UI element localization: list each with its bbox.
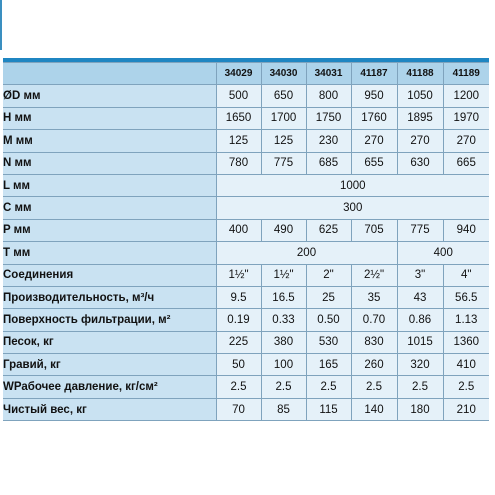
cell-value: 1970 bbox=[443, 107, 489, 129]
spec-table bbox=[3, 62, 489, 421]
cell-value: 800 bbox=[306, 85, 351, 107]
cell-value: 270 bbox=[397, 130, 443, 152]
model-header: 34030 bbox=[261, 63, 306, 85]
cell-value: 2.5 bbox=[443, 376, 489, 398]
cell-value: 56.5 bbox=[443, 286, 489, 308]
row-label: M мм bbox=[3, 130, 216, 152]
cell-value: 2.5 bbox=[306, 376, 351, 398]
cell-value: 165 bbox=[306, 354, 351, 376]
cell-value: 705 bbox=[351, 219, 397, 241]
cell-value: 775 bbox=[397, 219, 443, 241]
row-throughput bbox=[3, 286, 489, 308]
cell-value: 490 bbox=[261, 219, 306, 241]
row-label: H мм bbox=[3, 107, 216, 129]
cell-value: 400 bbox=[216, 219, 261, 241]
row-label: L мм bbox=[3, 174, 216, 196]
cell-value: 50 bbox=[216, 354, 261, 376]
cell-value-merged: 300 bbox=[216, 197, 489, 219]
row-label: Чистый вес, кг bbox=[3, 398, 216, 420]
cell-value: 2.5 bbox=[397, 376, 443, 398]
cell-value: 100 bbox=[261, 354, 306, 376]
cell-value: 2.5 bbox=[216, 376, 261, 398]
cell-value: 2½" bbox=[351, 264, 397, 286]
model-header: 34031 bbox=[306, 63, 351, 85]
cell-value: 230 bbox=[306, 130, 351, 152]
header-row bbox=[3, 63, 489, 85]
row-label: Гравий, кг bbox=[3, 354, 216, 376]
cell-value: 115 bbox=[306, 398, 351, 420]
left-accent-rule bbox=[0, 0, 2, 50]
cell-value: 320 bbox=[397, 354, 443, 376]
cell-value: 225 bbox=[216, 331, 261, 353]
cell-value: 1700 bbox=[261, 107, 306, 129]
cell-value: 270 bbox=[351, 130, 397, 152]
cell-value: 1200 bbox=[443, 85, 489, 107]
cell-value: 9.5 bbox=[216, 286, 261, 308]
cell-value: 1760 bbox=[351, 107, 397, 129]
row-label: T мм bbox=[3, 242, 216, 264]
row-net-weight bbox=[3, 398, 489, 420]
cell-value: 1895 bbox=[397, 107, 443, 129]
row-label: N мм bbox=[3, 152, 216, 174]
row-p bbox=[3, 219, 489, 241]
cell-value: 650 bbox=[261, 85, 306, 107]
cell-value: 125 bbox=[261, 130, 306, 152]
cell-value: 1015 bbox=[397, 331, 443, 353]
cell-value: 780 bbox=[216, 152, 261, 174]
cell-value: 85 bbox=[261, 398, 306, 420]
model-header: 41187 bbox=[351, 63, 397, 85]
row-height bbox=[3, 107, 489, 129]
cell-value: 70 bbox=[216, 398, 261, 420]
cell-value: 1.13 bbox=[443, 309, 489, 331]
row-label: P мм bbox=[3, 219, 216, 241]
row-label: ØD мм bbox=[3, 85, 216, 107]
cell-value: 0.19 bbox=[216, 309, 261, 331]
row-label: Песок, кг bbox=[3, 331, 216, 353]
row-label: Производительность, м³/ч bbox=[3, 286, 216, 308]
cell-value: 43 bbox=[397, 286, 443, 308]
cell-value: 530 bbox=[306, 331, 351, 353]
cell-value: 950 bbox=[351, 85, 397, 107]
model-header: 41189 bbox=[443, 63, 489, 85]
row-filter-area bbox=[3, 309, 489, 331]
cell-value-merged: 200 bbox=[216, 242, 397, 264]
cell-value: 140 bbox=[351, 398, 397, 420]
cell-value: 940 bbox=[443, 219, 489, 241]
row-gravel bbox=[3, 354, 489, 376]
cell-value: 775 bbox=[261, 152, 306, 174]
cell-value: 1½" bbox=[261, 264, 306, 286]
cell-value-merged: 1000 bbox=[216, 174, 489, 196]
cell-value: 35 bbox=[351, 286, 397, 308]
row-pressure bbox=[3, 376, 489, 398]
cell-value: 630 bbox=[397, 152, 443, 174]
row-diameter bbox=[3, 85, 489, 107]
row-label: Поверхность фильтрации, м² bbox=[3, 309, 216, 331]
header-corner bbox=[3, 63, 216, 85]
cell-value: 180 bbox=[397, 398, 443, 420]
cell-value: 4" bbox=[443, 264, 489, 286]
cell-value: 1750 bbox=[306, 107, 351, 129]
cell-value: 625 bbox=[306, 219, 351, 241]
cell-value: 3" bbox=[397, 264, 443, 286]
row-connections bbox=[3, 264, 489, 286]
cell-value: 0.33 bbox=[261, 309, 306, 331]
cell-value: 655 bbox=[351, 152, 397, 174]
cell-value: 685 bbox=[306, 152, 351, 174]
cell-value: 2.5 bbox=[351, 376, 397, 398]
cell-value: 1650 bbox=[216, 107, 261, 129]
cell-value-merged: 400 bbox=[397, 242, 489, 264]
cell-value: 1050 bbox=[397, 85, 443, 107]
cell-value: 1360 bbox=[443, 331, 489, 353]
cell-value: 0.50 bbox=[306, 309, 351, 331]
cell-value: 500 bbox=[216, 85, 261, 107]
row-n bbox=[3, 152, 489, 174]
cell-value: 25 bbox=[306, 286, 351, 308]
row-l bbox=[3, 174, 489, 196]
cell-value: 260 bbox=[351, 354, 397, 376]
cell-value: 125 bbox=[216, 130, 261, 152]
row-label: C мм bbox=[3, 197, 216, 219]
cell-value: 2" bbox=[306, 264, 351, 286]
row-sand bbox=[3, 331, 489, 353]
cell-value: 410 bbox=[443, 354, 489, 376]
cell-value: 380 bbox=[261, 331, 306, 353]
cell-value: 16.5 bbox=[261, 286, 306, 308]
cell-value: 665 bbox=[443, 152, 489, 174]
model-header: 41188 bbox=[397, 63, 443, 85]
cell-value: 2.5 bbox=[261, 376, 306, 398]
row-t bbox=[3, 242, 489, 264]
cell-value: 1½" bbox=[216, 264, 261, 286]
row-label: WРабочее давление, кг/см² bbox=[3, 376, 216, 398]
cell-value: 0.86 bbox=[397, 309, 443, 331]
row-label: Соединения bbox=[3, 264, 216, 286]
cell-value: 0.70 bbox=[351, 309, 397, 331]
model-header: 34029 bbox=[216, 63, 261, 85]
cell-value: 210 bbox=[443, 398, 489, 420]
row-c bbox=[3, 197, 489, 219]
cell-value: 830 bbox=[351, 331, 397, 353]
cell-value: 270 bbox=[443, 130, 489, 152]
row-m bbox=[3, 130, 489, 152]
